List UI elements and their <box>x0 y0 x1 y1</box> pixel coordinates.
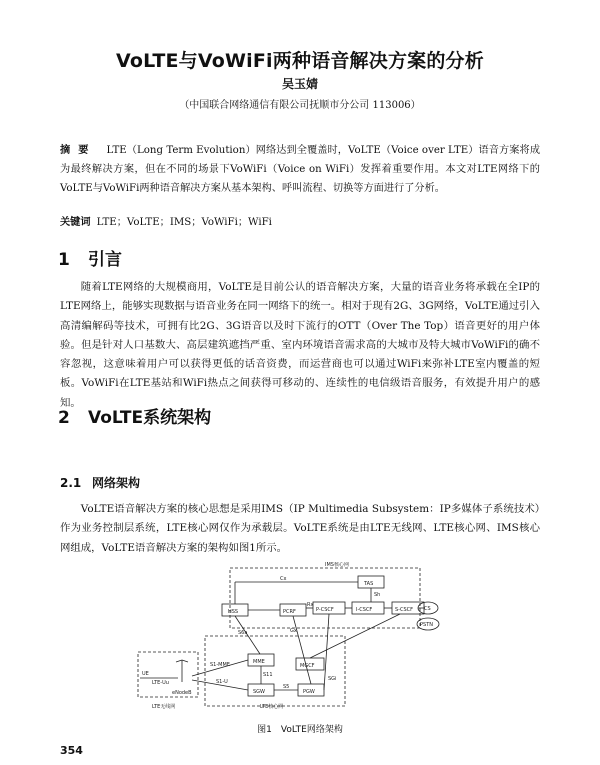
scscf-label: S-CSCF <box>395 607 414 613</box>
ran-label: LTE无线网 <box>152 704 176 710</box>
paper-title: VoLTE与VoWiFi两种语音解决方案的分析 <box>116 50 484 72</box>
section-2-1-number: 2.1 <box>60 476 82 490</box>
keywords <box>60 213 540 228</box>
mgcf-label: MGCF <box>300 663 315 669</box>
cx-label: Cx <box>280 576 287 582</box>
page-number: 354 <box>60 744 83 757</box>
hss-label: HSS <box>228 609 239 615</box>
architecture-diagram <box>130 562 470 712</box>
section-1-body: 随着LTE网络的大规模商用，VoLTE是目前公认的语音解决方案，大量的语音业务将承载在全IP的LTE网络上，能够实现数据与语音业务在同一网络下的统一。相对于现有2G、3G网络，VoLTE通过引入高清编解码等技术，可拥有比2G、3G语音以及时下流行的OTT（Over The Top）语音更好的用户体验。但是针对人口基数大、高层建筑遮挡严重、室内环境语音需求高的大城市及特大城市VoWiFi的确不容忽视，这意味着用户可以获得更低的话音资费，而运营商也可以通过WiFi来弥补LTE室内覆盖的短板。VoWiFi在LTE基站和WiFi热点之间获得可移动的、连续性的电信级语音服务，有效提升用户的感知。 <box>60 281 540 409</box>
ims-label: IMS核心网 <box>325 562 349 568</box>
icscf-label: I-CSCF <box>356 607 373 613</box>
abstract-text: LTE（Long Term Evolution）网络达到全覆盖时，VoLTE（Voice over LTE）语音方案将成为最终解决方案，但在不同的场景下VoWiFi（Voice on WiFi）发挥着重要作用。本文对LTE网络下的VoLTE与VoWiFi两种语音解决方案从基本架构、呼叫流程、切换等方面进行了分析。 <box>60 145 541 194</box>
tas-label: TAS <box>364 581 374 587</box>
abstract <box>60 141 540 198</box>
sgi-label: SGi <box>328 676 337 682</box>
abstract-label: 摘要 <box>60 145 97 156</box>
section-1-number: 1 <box>58 250 70 270</box>
enb-label: eNodeB <box>172 690 192 696</box>
pgw-label: PGW <box>303 689 315 695</box>
pstn-label: PSTN <box>420 622 433 628</box>
section-1-heading <box>58 245 122 270</box>
section-2-number: 2 <box>58 408 70 428</box>
keywords-label: 关键词 <box>60 217 91 228</box>
volte-architecture-figure <box>130 562 470 712</box>
lte-uu-label: LTE-Uu <box>152 680 169 686</box>
s6a-label: S6a <box>238 630 248 636</box>
mme-label: MME <box>253 659 265 665</box>
s11-label: S11 <box>263 672 273 678</box>
ims-domain-box <box>230 568 420 628</box>
s1mme-label: S1-MME <box>210 662 230 668</box>
pcrf-label: PCRF <box>283 609 296 615</box>
author-name: 吴玉婧 <box>281 77 318 91</box>
rx-label: Rx <box>307 602 314 608</box>
sh-label: Sh <box>374 592 381 598</box>
pcscf-label: P-CSCF <box>316 607 334 613</box>
section-2-1-heading <box>60 474 140 491</box>
gx-label: Gx <box>290 628 297 634</box>
sgw-label: SGW <box>253 689 265 695</box>
section-1-title: 引言 <box>88 250 122 270</box>
keywords-text: LTE；VoLTE；IMS；VoWiFi；WiFi <box>96 217 272 228</box>
ue-label: UE <box>142 671 149 677</box>
cs-label: CS <box>424 606 431 612</box>
section-2-heading <box>58 403 211 428</box>
section-2-1-body: VoLTE语音解决方案的核心思想是采用IMS（IP Multimedia Subsystem：IP多媒体子系统技术）作为业务控制层系统，LTE核心网仅作为承载层。VoLTE系统是由LTE无线网、LTE核心网、IMS核心网组成，VoLTE语音解决方案的架构如图1所示。 <box>60 503 540 554</box>
section-2-1-title: 网络架构 <box>92 476 141 490</box>
section-2-title: VoLTE系统架构 <box>88 408 212 428</box>
figure-1-caption: 图1 VoLTE网络架构 <box>257 725 343 735</box>
epc-label: LTE核心网 <box>260 704 284 710</box>
affiliation: （中国联合网络通信有限公司抚顺市分公司 113006） <box>179 100 421 111</box>
s5-label: S5 <box>283 684 290 690</box>
s1u-label: S1-U <box>216 679 228 685</box>
